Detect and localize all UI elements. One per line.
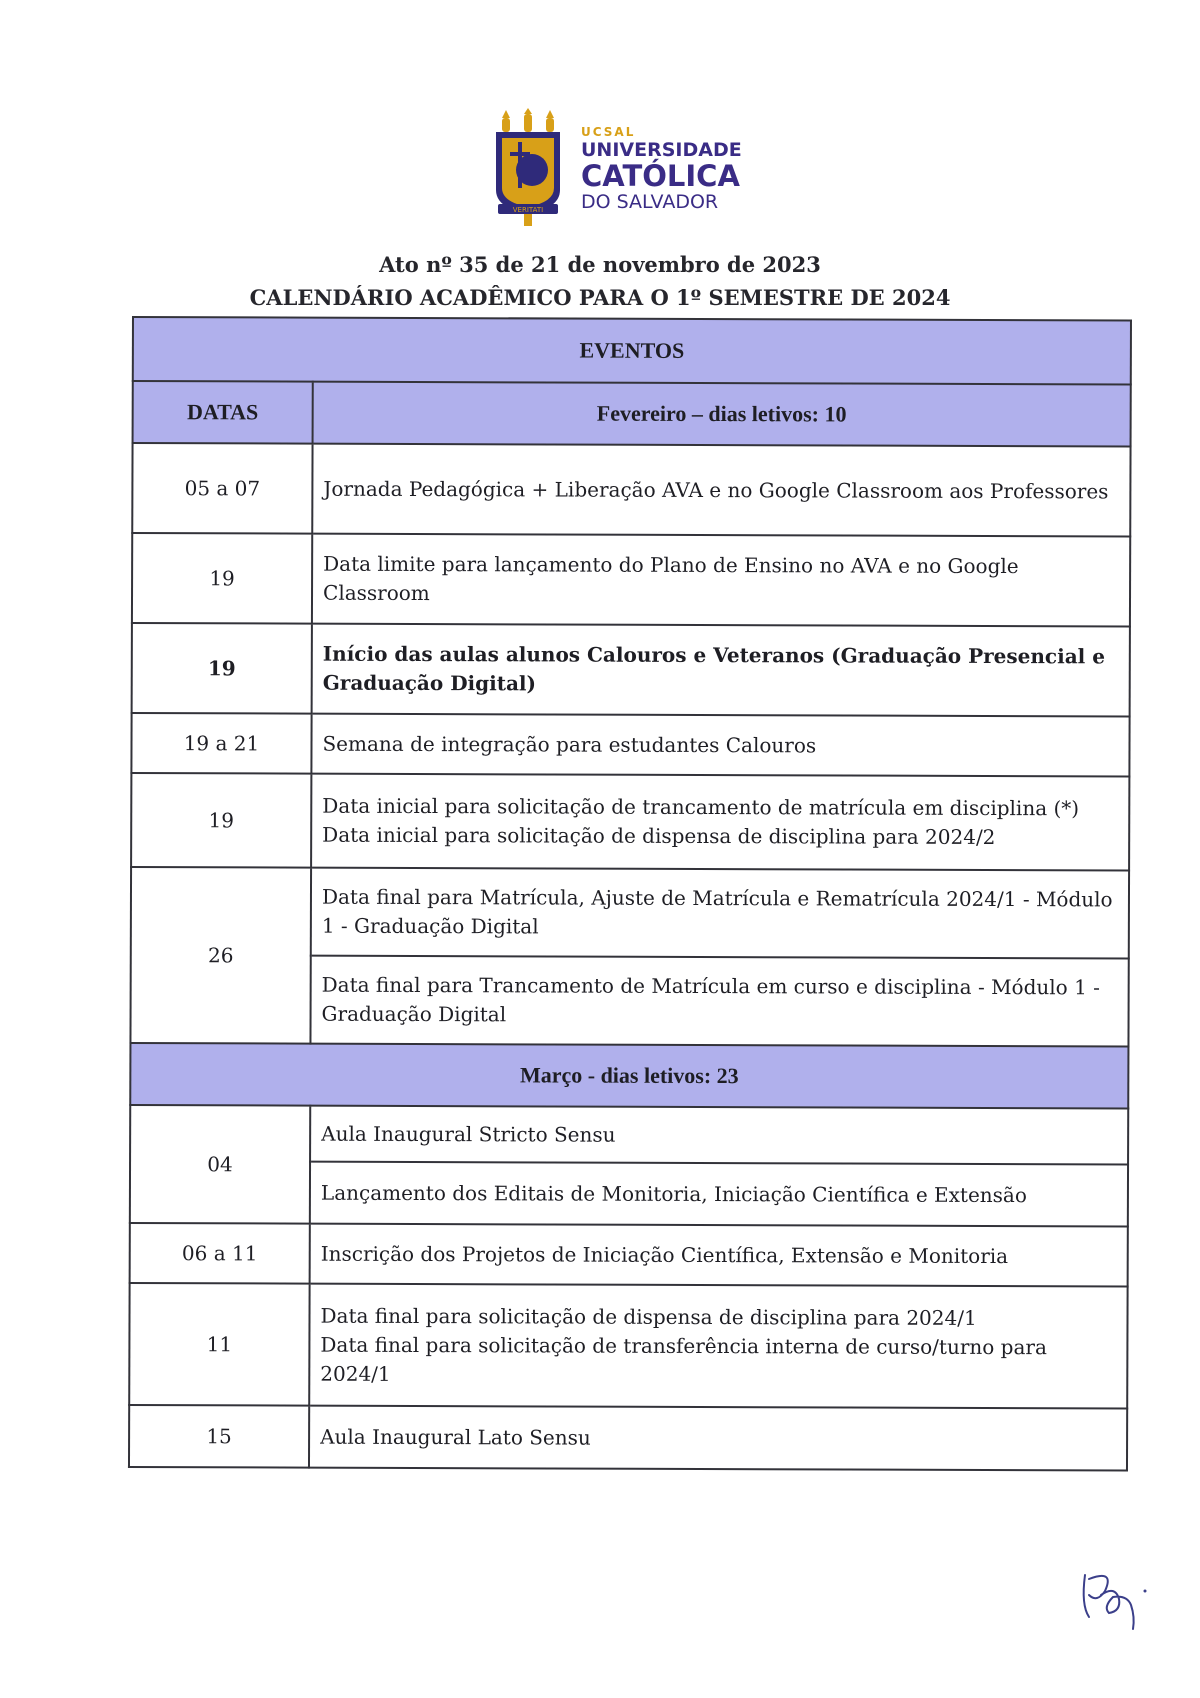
row-date: 19 a 21 bbox=[131, 713, 311, 774]
row-event: Semana de integração para estudantes Calouros bbox=[311, 714, 1129, 777]
shield-motto: VERITATI bbox=[512, 206, 544, 214]
row-event: Data limite para lançamento do Plano de Ensino no AVA e no Google Classroom bbox=[312, 534, 1130, 627]
row-event: Início das aulas alunos Calouros e Veteranos (Graduação Presencial e Graduação Digital) bbox=[312, 624, 1130, 717]
row-date: 06 a 11 bbox=[130, 1223, 310, 1284]
row-date: 05 a 07 bbox=[132, 443, 312, 534]
row-event bbox=[309, 1284, 1127, 1409]
row-event: Inscrição dos Projetos de Iniciação Científica, Extensão e Monitoria bbox=[310, 1224, 1128, 1287]
handwritten-initials bbox=[1075, 1555, 1155, 1635]
logo-acronym: UCSAL bbox=[581, 125, 636, 139]
calendar-table bbox=[128, 316, 1132, 1471]
table-row bbox=[132, 533, 1130, 626]
table-row bbox=[131, 773, 1129, 870]
logo-line-2: CATÓLICA bbox=[581, 159, 740, 193]
document-act-number: Ato nº 35 de 21 de novembro de 2023 bbox=[379, 252, 821, 277]
row-date: 19 bbox=[131, 773, 311, 868]
row-event: Aula Inaugural Lato Sensu bbox=[309, 1406, 1127, 1471]
row-event: Aula Inaugural Stricto Sensu bbox=[310, 1106, 1128, 1165]
datas-header: DATAS bbox=[133, 381, 313, 444]
row-event: Jornada Pedagógica + Liberação AVA e no Google Classroom aos Professores bbox=[312, 444, 1130, 537]
table-row bbox=[129, 1405, 1127, 1470]
table-row bbox=[130, 1105, 1128, 1164]
row-event: Data final para Trancamento de Matrícula em curso e disciplina - Módulo 1 - Graduação Digital bbox=[310, 956, 1128, 1047]
table-row bbox=[132, 443, 1130, 536]
month-header-fevereiro: Fevereiro – dias letivos: 10 bbox=[313, 382, 1131, 447]
event-line: Data inicial para solicitação de trancamento de matrícula em disciplina (*) bbox=[322, 793, 1080, 821]
row-date: 04 bbox=[130, 1105, 310, 1224]
event-line: Data final para solicitação de dispensa de disciplina para 2024/1 bbox=[320, 1303, 977, 1330]
table-row bbox=[130, 1223, 1128, 1286]
row-date: 11 bbox=[129, 1283, 309, 1406]
event-line: Data final para solicitação de transferência interna de curso/turno para 2024/1 bbox=[320, 1332, 1047, 1386]
month-header-marco: Março - dias letivos: 23 bbox=[130, 1043, 1128, 1108]
row-event bbox=[311, 774, 1129, 871]
document-title: CALENDÁRIO ACADÊMICO PARA O 1º SEMESTRE DE 2024 bbox=[249, 285, 951, 310]
table-row bbox=[129, 1283, 1127, 1408]
shield-icon bbox=[488, 108, 578, 228]
row-date: 19 bbox=[132, 533, 312, 624]
row-date: 26 bbox=[130, 867, 311, 1044]
table-row bbox=[131, 867, 1129, 958]
university-logo bbox=[488, 108, 758, 228]
event-line: Data inicial para solicitação de dispensa de disciplina para 2024/2 bbox=[322, 822, 996, 850]
row-event: Lançamento dos Editais de Monitoria, Iniciação Científica e Extensão bbox=[310, 1162, 1128, 1227]
table-row bbox=[131, 713, 1129, 776]
eventos-header: EVENTOS bbox=[133, 317, 1131, 384]
logo-line-1: UNIVERSIDADE bbox=[581, 139, 742, 161]
row-event: Data final para Matrícula, Ajuste de Matrícula e Rematrícula 2024/1 - Módulo 1 - Graduação Digital bbox=[311, 868, 1129, 959]
row-date: 15 bbox=[129, 1405, 309, 1468]
table-row bbox=[132, 623, 1130, 716]
row-date: 19 bbox=[132, 623, 312, 714]
logo-line-3: DO SALVADOR bbox=[581, 191, 719, 213]
